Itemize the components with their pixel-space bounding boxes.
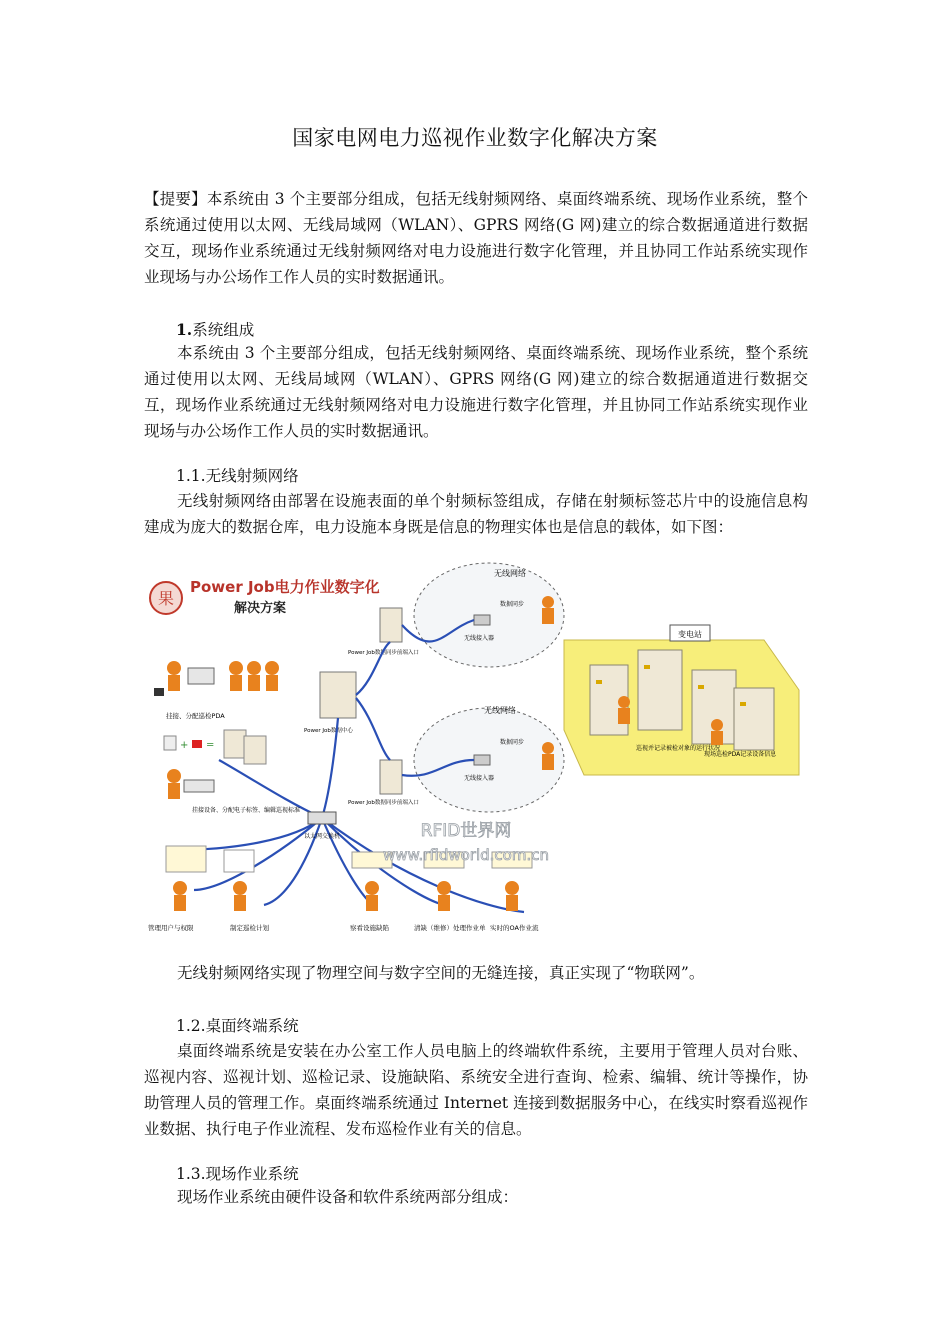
server-center — [320, 672, 356, 718]
handle-defects-label: 清缺（维修）处理作业单 — [414, 924, 486, 932]
cloud-2-label: 无线网络 — [484, 706, 516, 715]
sync-label-1: 数据同步 — [500, 601, 525, 608]
section-1-2-heading: 1.2.桌面终端系统 — [176, 1017, 299, 1035]
manage-users-label: 管理用户与权限 — [148, 924, 194, 932]
brand-line-1: Power Job电力作业数字化 — [190, 578, 380, 596]
section-1-1-heading: 1.1.无线射频网络 — [176, 467, 299, 485]
svg-text:+: + — [180, 740, 189, 751]
rack-note-2: 现场巡检PDA记录设备信息 — [704, 751, 777, 758]
rack-note-1: 巡视并记录被检对象的运行状况 — [636, 745, 721, 752]
brand-logo — [150, 582, 182, 614]
sync-label-2: 数据同步 — [500, 739, 525, 746]
ethernet-switch — [308, 812, 336, 824]
server-bottom-label: Power Job数据同步前端入口 — [348, 800, 419, 806]
server-bottom — [380, 760, 402, 794]
svg-text:=: = — [206, 740, 215, 751]
section-1-body: 本系统由 3 个主要部分组成，包括无线射频网络、桌面终端系统、现场作业系统，整个系统通过使用以太网、无线局域网（WLAN）、GPRS 网络(G 网)建立的综合数据通道进行数据交互，现场作业系统通过无线射频网络对电力设施进行数字化管理，并且协同工作站系统实现作业现场与办公场作工作人员的实时数据通讯。 — [144, 344, 808, 440]
document-title: 国家电网电力巡视作业数字化解决方案 — [292, 126, 658, 150]
server-top-label: Power Job数据同步前端入口 — [348, 650, 419, 656]
realtime-oa-label: 实时的OA作业流 — [490, 924, 539, 932]
abstract-paragraph: 【提要】本系统由 3 个主要部分组成，包括无线射频网络、桌面终端系统、现场作业系统，整个系统通过使用以太网、无线局域网（WLAN）、GPRS 网络(G 网)建立的综合数据通道进行数据交互，现场作业系统通过无线射频网络对电力设施进行数字化管理，并且协同工作站系统实现作业现场与办公场作工作人员的实时数据通讯。 — [144, 190, 808, 286]
section-1-3-heading: 1.3.现场作业系统 — [176, 1165, 299, 1183]
ap-label-2: 无线接入器 — [464, 775, 495, 782]
section-1-3-body: 现场作业系统由硬件设备和软件系统两部分组成： — [177, 1188, 519, 1206]
watermark-line-1: RFID世界网 — [420, 821, 512, 841]
ap-label-1: 无线接入器 — [464, 635, 495, 642]
section-1-2-body: 桌面终端系统是安装在办公室工作人员电脑上的终端软件系统，主要用于管理人员对台账、巡视内容、巡视计划、巡检记录、设施缺陷、系统安全进行查询、检索、编辑、统计等操作，协助管理人员的管理工作。桌面终端系统通过 Internet 连接到数据服务中心，在线实时察看巡视作业数据、执行电子作业流程、发布巡检作业有关的信息。 — [144, 1042, 808, 1138]
issue-tags-label: 挂接设备、分配电子标签、编辑巡视标准 — [192, 807, 301, 814]
substation-label: 变电站 — [678, 630, 702, 639]
view-defects-label: 察看设施缺陷 — [350, 924, 389, 932]
watermark-line-2: www.rfidworld.com.cn — [383, 846, 549, 864]
figure-caption-paragraph: 无线射频网络实现了物理空间与数字空间的无缝连接，真正实现了“物联网”。 — [177, 964, 705, 982]
server-top — [380, 608, 402, 642]
switch-label: 以太网交换机 — [303, 833, 341, 840]
server-center-label: Power Job数据中心 — [304, 728, 353, 734]
brand-line-2: 解决方案 — [234, 601, 287, 616]
logo-char: 果 — [157, 589, 175, 608]
issue-pda-label: 挂接、分配巡检PDA — [166, 712, 225, 720]
section-1-title: 系统组成 — [192, 321, 255, 339]
system-diagram — [144, 550, 804, 946]
section-1-1-body: 无线射频网络由部署在设施表面的单个射频标签组成，存储在射频标签芯片中的设施信息构建成为庞大的数据仓库，电力设施本身既是信息的物理实体也是信息的载体，如下图： — [144, 492, 808, 536]
make-plan-label: 制定巡检计划 — [230, 924, 269, 932]
section-1-heading — [176, 318, 254, 340]
section-1-number: 1. — [176, 320, 193, 339]
cloud-1-label: 无线网络 — [494, 569, 526, 578]
